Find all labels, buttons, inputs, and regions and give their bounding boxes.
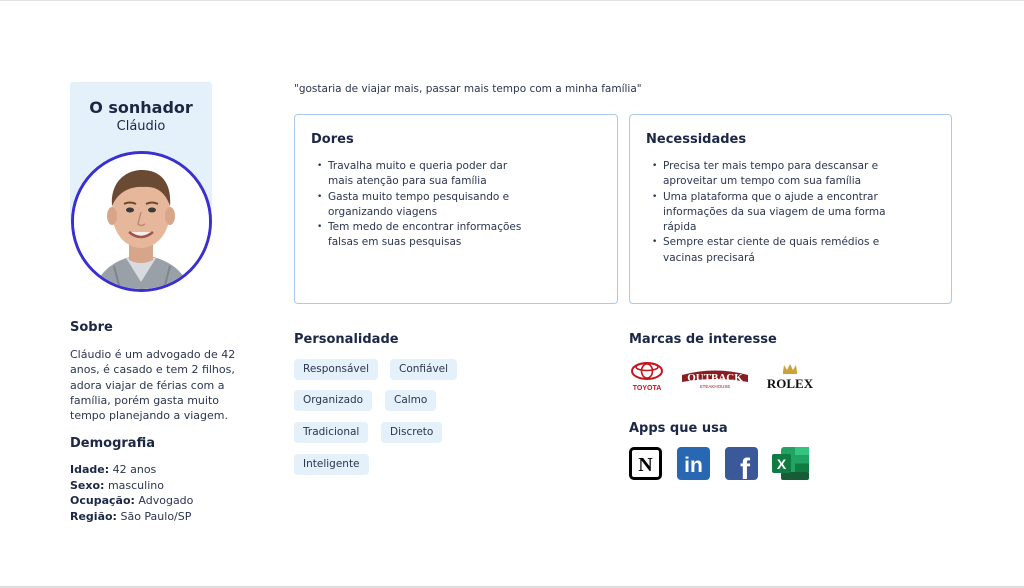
needs-box (629, 114, 952, 304)
brands-heading: Marcas de interesse (629, 332, 777, 347)
facebook-icon (725, 447, 758, 480)
personality-tag: Organizado (294, 390, 372, 411)
needs-heading: Necessidades (646, 132, 747, 147)
svg-text:TOYOTA: TOYOTA (632, 385, 662, 392)
pains-list (317, 159, 527, 251)
excel-icon (772, 447, 809, 480)
list-item: • Sempre estar ciente de quais remédios e vacinas precisará (652, 235, 897, 266)
portrait-image (74, 154, 209, 289)
list-item: • Travalha muito e queria poder dar mais atenção para sua família (317, 159, 527, 190)
personality-heading: Personalidade (294, 332, 399, 347)
pains-heading: Dores (311, 132, 354, 147)
demographic-region: Região: São Paulo/SP (70, 509, 192, 523)
svg-text:N: N (638, 454, 653, 476)
personality-tag: Inteligente (294, 454, 369, 475)
personality-tag: Confiável (390, 359, 457, 380)
needs-list (652, 159, 897, 266)
svg-text:X: X (776, 456, 787, 472)
apps-heading: Apps que usa (629, 421, 728, 436)
outback-logo (680, 365, 750, 390)
persona-title: O sonhador (89, 98, 193, 117)
personality-tag: Tradicional (294, 422, 368, 443)
about-text: Cláudio é um advogado de 42 anos, é casado e tem 2 filhos, adora viajar de férias com a família, porém gasta muito tempo planejando a viagem. (70, 348, 236, 423)
svg-text:in: in (684, 454, 703, 477)
demographic-occupation: Ocupação: Advogado (70, 494, 194, 507)
pains-box (294, 114, 618, 304)
svg-text:ROLEX: ROLEX (766, 376, 814, 391)
list-item: • Uma plataforma que o ajude a encontrar informações da sua viagem de uma forma rápida (652, 190, 897, 236)
linkedin-icon (677, 447, 710, 480)
svg-text:OUTBACK: OUTBACK (687, 372, 743, 384)
personality-tag: Discreto (381, 422, 442, 443)
personality-tag: Calmo (385, 390, 436, 411)
list-item: • Gasta muito tempo pesquisando e organizando viagens (317, 190, 527, 221)
avatar (71, 151, 212, 292)
svg-text:STEAKHOUSE: STEAKHOUSE (699, 384, 731, 389)
toyota-logo (629, 362, 665, 392)
demographic-age: Idade: 42 anos (70, 463, 157, 476)
about-heading: Sobre (70, 320, 113, 335)
personality-tag: Responsável (294, 359, 378, 380)
persona-quote: "gostaria de viajar mais, passar mais tempo com a minha família" (294, 83, 642, 95)
top-divider (0, 0, 1024, 1)
demographics-heading: Demografia (70, 436, 155, 451)
demographic-sex: Sexo: masculino (70, 478, 164, 492)
persona-name: Cláudio (116, 119, 166, 134)
demographics-list (70, 462, 193, 524)
list-item: • Tem medo de encontrar informações falsas em suas pesquisas (317, 220, 527, 251)
svg-text:f: f (740, 453, 750, 480)
list-item: • Precisa ter mais tempo para descansar e aproveitar um tempo com sua família (652, 159, 897, 190)
rolex-logo (763, 362, 817, 392)
notion-icon (629, 447, 662, 480)
